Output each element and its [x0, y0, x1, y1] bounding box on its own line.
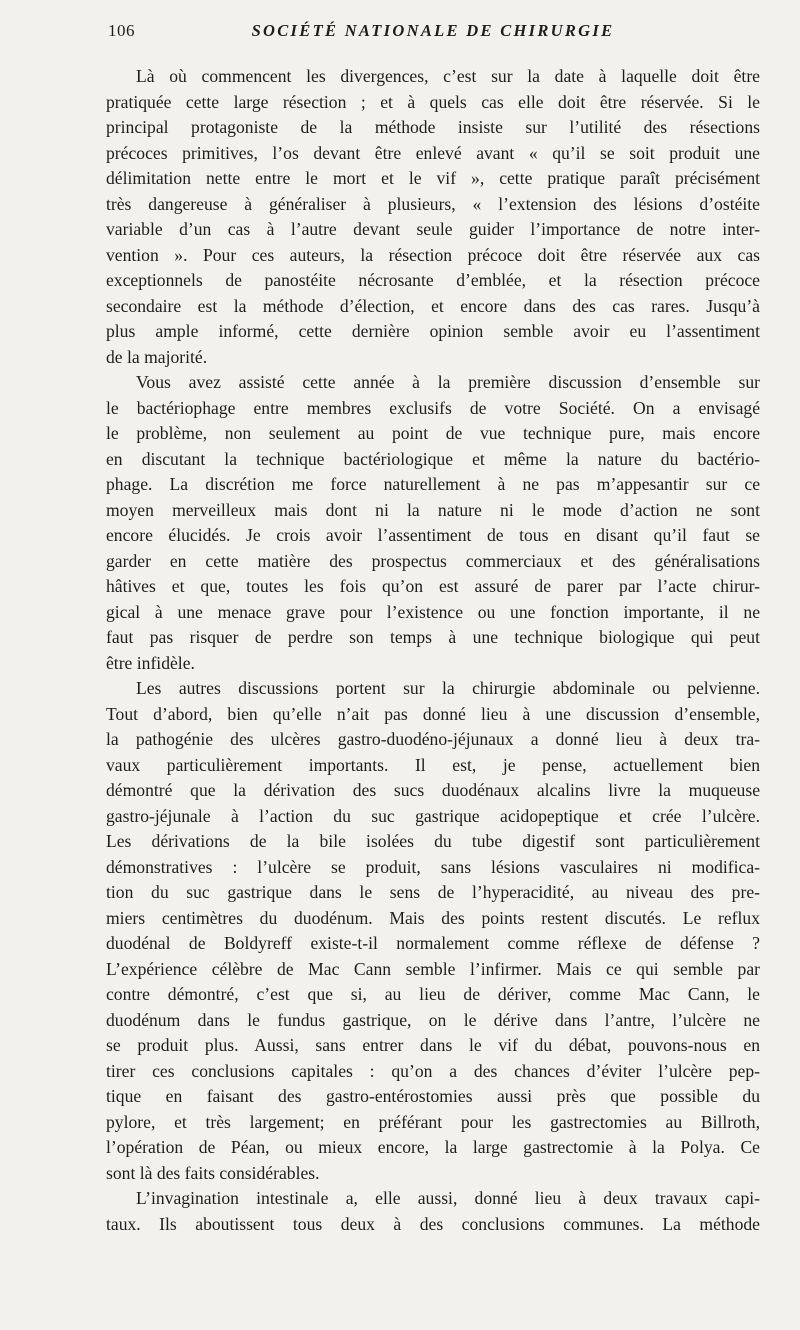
text-line: duodénum dans le fundus gastrique, on le dérive dans l’antre, l’ulcère ne [106, 1009, 760, 1030]
text-line: duodénal de Boldyreff existe-t-il normalement comme réflexe de défense ? [106, 933, 760, 953]
text-line: très dangereuse à généraliser à plusieurs, « l’extension des lésions d’ostéite [106, 193, 760, 214]
text-line: vention ». Pour ces auteurs, la résection précoce doit être réservée aux cas [106, 244, 760, 265]
text-line: Là où commencent les divergences, c’est sur la date à laquelle doit être [136, 66, 760, 86]
text-line: tion du suc gastrique dans le sens de l’hyperacidité, au niveau des pre- [106, 882, 760, 902]
text-line: démontré que la dérivation des sucs duodénaux alcalins livre la muqueuse [106, 780, 760, 800]
text-line: vaux particulièrement importants. Il est, je pense, actuellement bien [106, 754, 760, 775]
text-line: L’expérience célèbre de Mac Cann semble l’infirmer. Mais ce qui semble par [106, 958, 760, 979]
text-line: plus ample informé, cette dernière opinion semble avoir eu l’assentiment [106, 321, 760, 341]
text-line: la pathogénie des ulcères gastro-duodéno-jéjunaux a donné lieu à deux tra- [106, 729, 760, 749]
text-line: être infidèle. [106, 652, 195, 673]
text-line: démonstratives : l’ulcère se produit, sans lésions vasculaires ni modifica- [106, 856, 760, 877]
page-number: 106 [108, 21, 135, 40]
text-line: secondaire est la méthode d’élection, et encore dans des cas rares. Jusqu’à [106, 295, 760, 316]
text-line: le problème, non seulement au point de vue technique pure, mais encore [106, 423, 760, 443]
text-line: pylore, et très largement; en préférant pour les gastrectomies au Billroth, [106, 1111, 760, 1132]
text-line: variable d’un cas à l’autre devant seule guider l’importance de notre inter- [106, 219, 760, 239]
text-line: L’invagination intestinale a, elle aussi, donné lieu à deux travaux capi- [136, 1188, 760, 1208]
text-line: faut pas risquer de perdre son temps à une technique biologique qui peut [106, 627, 760, 647]
text-line: Vous avez assisté cette année à la première discussion d’ensemble sur [136, 372, 760, 392]
text-line: pratiquée cette large résection ; et à quels cas elle doit être réservée. Si le [106, 91, 760, 112]
text-line: l’opération de Péan, ou mieux encore, la large gastrectomie à la Polya. Ce [106, 1137, 760, 1157]
text-line: tirer ces conclusions capitales : qu’on a des chances d’éviter l’ulcère pep- [106, 1060, 760, 1081]
text-line: gical à une menace grave pour l’existence ou une fonction importante, il ne [106, 601, 760, 622]
text-line: moyen merveilleux mais dont ni la nature ni le mode d’action ne sont [106, 499, 760, 520]
text-line: de la majorité. [106, 346, 208, 367]
text-line: Les dérivations de la bile isolées du tube digestif sont particulièrement [106, 831, 760, 851]
text-line: miers centimètres du duodénum. Mais des points restent discutés. Le reflux [106, 907, 760, 928]
text-line: exceptionnels de panostéite nécrosante d’emblée, et la résection précoce [106, 270, 760, 290]
text-line: Tout d’abord, bien qu’elle n’ait pas donné lieu à une discussion d’ensemble, [106, 703, 760, 724]
text-line: garder en cette matière des prospectus commerciaux et des généralisations [106, 550, 760, 571]
text-line: contre démontré, c’est que si, au lieu de dériver, comme Mac Cann, le [106, 984, 760, 1004]
text-line: hâtives et que, toutes les fois qu’on est assuré de parer par l’acte chirur- [106, 576, 760, 596]
text-line: phage. La discrétion me force naturellement à ne pas m’appesantir sur ce [106, 474, 760, 494]
text-line: Les autres discussions portent sur la chirurgie abdominale ou pelvienne. [136, 678, 760, 698]
text-line: gastro-jéjunale à l’action du suc gastrique acidopeptique et crée l’ulcère. [106, 805, 760, 826]
text-line: se produit plus. Aussi, sans entrer dans le vif du débat, pouvons-nous en [106, 1035, 760, 1055]
page-header [108, 21, 758, 47]
text-line: en discutant la technique bactériologique et même la nature du bactério- [106, 448, 760, 469]
text-line: encore élucidés. Je crois avoir l’assentiment de tous en disant qu’il faut se [106, 525, 760, 545]
text-line: délimitation nette entre le mort et le vif », cette pratique paraît précisément [106, 168, 760, 188]
text-line: le bactériophage entre membres exclusifs de votre Société. On a envisagé [106, 397, 760, 418]
body-text [106, 64, 760, 1237]
text-line: taux. Ils aboutissent tous deux à des conclusions communes. La méthode [106, 1213, 760, 1234]
text-line: sont là des faits considérables. [106, 1162, 320, 1183]
text-line: tique en faisant des gastro-entérostomies aussi près que possible du [106, 1086, 760, 1106]
text-line: précoces primitives, l’os devant être enlevé avant « qu’il se soit produit une [106, 142, 760, 163]
text-line: principal protagoniste de la méthode insiste sur l’utilité des résections [106, 117, 760, 137]
running-title: SOCIÉTÉ NATIONALE DE CHIRURGIE [251, 21, 615, 40]
